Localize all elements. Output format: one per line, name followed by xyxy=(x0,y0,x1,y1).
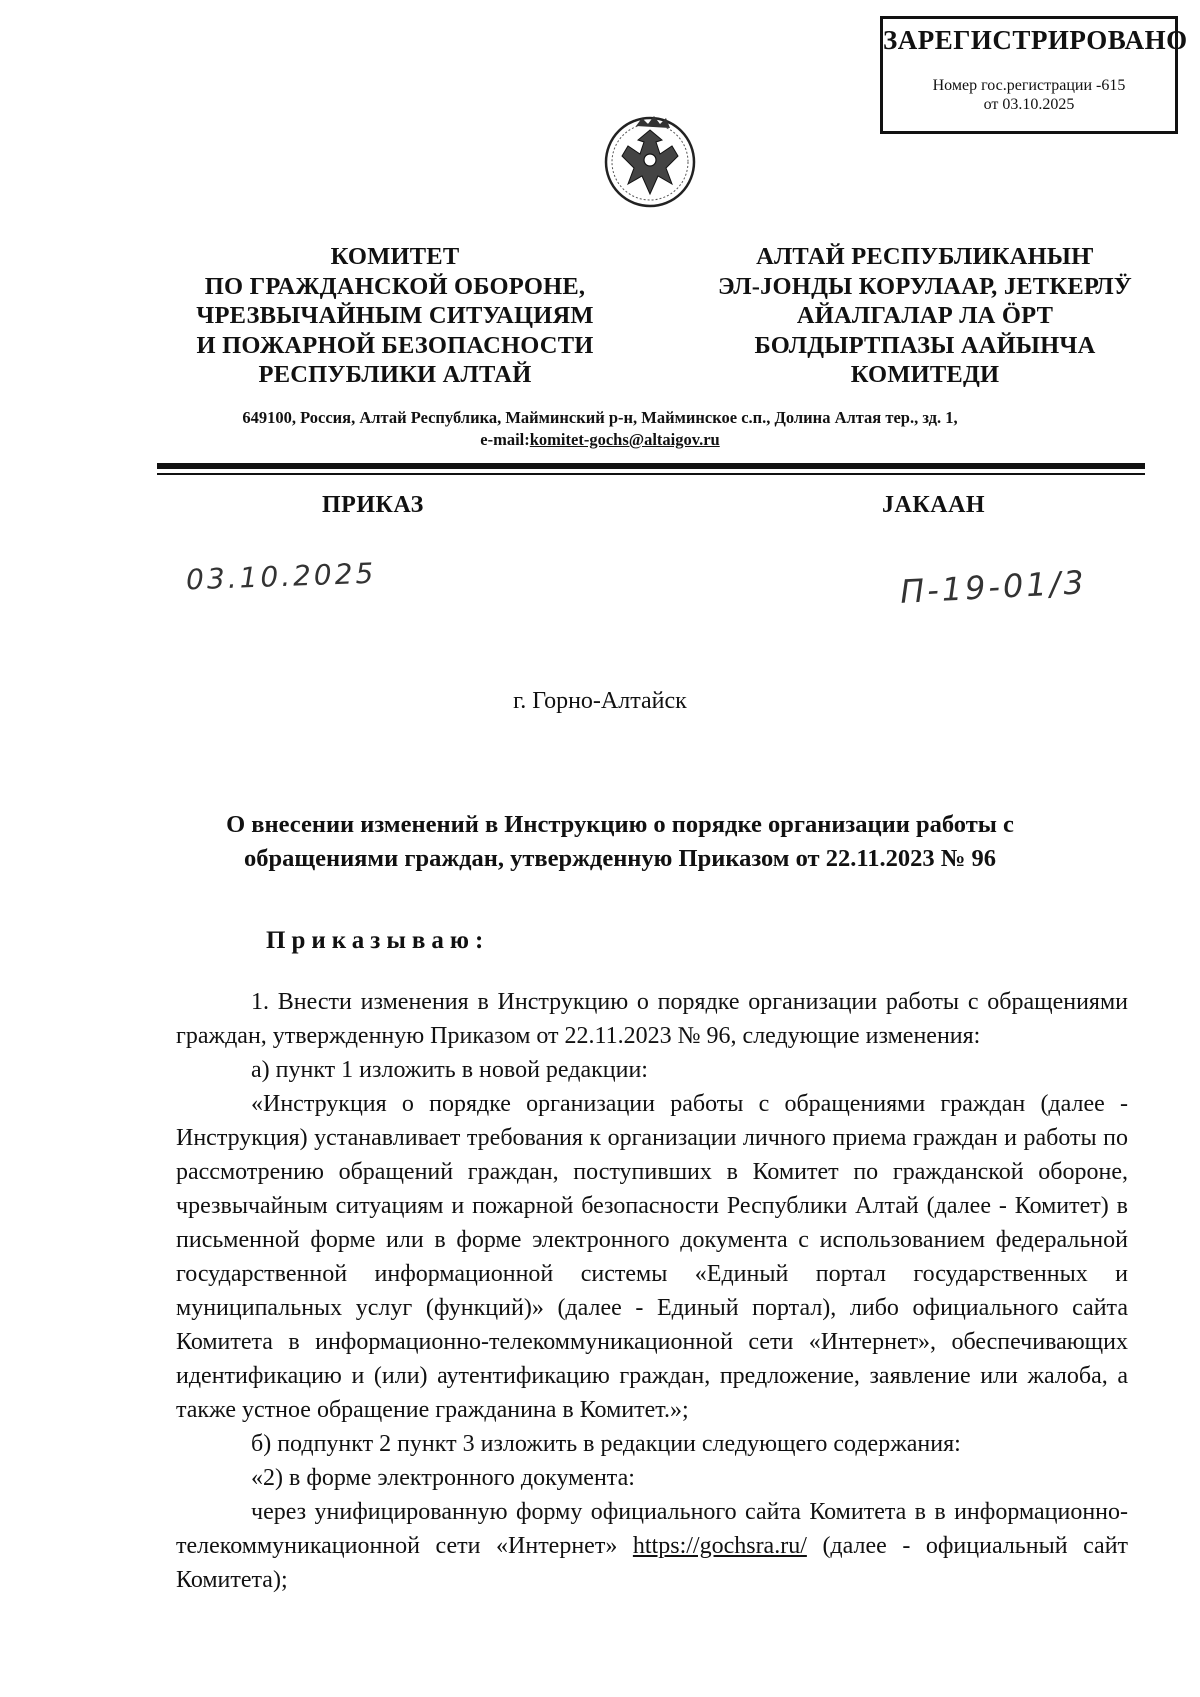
email-line xyxy=(100,429,1100,451)
address-block xyxy=(100,407,1100,451)
org-name-ru-line: И ПОЖАРНОЙ БЕЗОПАСНОСТИ xyxy=(196,331,594,359)
registration-stamp xyxy=(880,16,1188,134)
document-title-line: обращениями граждан, утвержденную Приказом от 22.11.2023 № 96 xyxy=(244,845,996,872)
body-paragraph xyxy=(176,1495,1128,1597)
org-name-alt-line: КОМИТЕДИ xyxy=(850,361,1000,388)
email-link[interactable]: komitet-gochs@altaigov.ru xyxy=(529,430,720,449)
header-divider-thick xyxy=(157,463,1145,469)
email-prefix: e-mail: xyxy=(480,430,530,449)
address-line: 649100, Россия, Алтай Республика, Майминский р-н, Майминское с.п., Долина Алтая тер., зд. 1, xyxy=(242,408,958,427)
body-paragraph: «Инструкция о порядке организации работы с обращениями граждан (далее - Инструкция) устанавливает требования к организации личного приема граждан и работы по рассмотрению обращений граждан, поступивших в Комитет по гражданской обороне, чрезвычайным ситуациям и пожарной безопасности Республики Алтай (далее - Комитет) в письменной форме или в форме электронного документа с использованием федеральной государственной информационной системы «Единый портал государственных и муниципальных услуг (функций)» (далее - Единый портал), либо официального сайта Комитета в информационно-телекоммуникационной сети «Интернет», обеспечивающих идентификацию и (или) аутентификацию граждан, предложение, заявление или жалоба, а также устное обращение гражданина в Комитет.»; xyxy=(176,1091,1128,1423)
order-keyword: Приказываю: xyxy=(266,927,490,954)
registration-number: Номер гос.регистрации -615 xyxy=(932,77,1126,94)
document-title xyxy=(180,808,1060,876)
org-name-alt-line: АЙАЛГАЛАР ЛА ӦРТ xyxy=(796,302,1054,329)
handwritten-order-number: П-19-01/3 xyxy=(899,563,1088,611)
body-paragraph: а) пункт 1 изложить в новой редакции: xyxy=(251,1057,648,1083)
document-title-line: О внесении изменений в Инструкцию о порядке организации работы с xyxy=(226,811,1014,838)
document-body xyxy=(176,985,1128,1597)
registration-date: от 03.10.2025 xyxy=(983,96,1075,113)
org-name-russian xyxy=(160,242,630,390)
org-name-ru-line: КОМИТЕТ xyxy=(330,243,460,270)
coat-of-arms-emblem-icon xyxy=(600,110,700,210)
org-name-alt-line: БОЛДЫРТПАЗЫ ААЙЫНЧА xyxy=(754,331,1096,359)
org-name-ru-line: ПО ГРАЖДАНСКОЙ ОБОРОНЕ, xyxy=(204,272,586,300)
org-name-altai xyxy=(690,242,1160,390)
website-link[interactable]: https://gochsra.ru/ xyxy=(632,1533,807,1559)
header-divider-thin xyxy=(157,473,1145,475)
city-line: г. Горно-Алтайск xyxy=(513,688,687,714)
org-name-alt-line: ЭЛ-JОНДЫ КОРУЛААР, JЕТКЕРЛӰ xyxy=(718,272,1132,300)
org-name-ru-line: ЧРЕЗВЫЧАЙНЫМ СИТУАЦИЯМ xyxy=(196,302,594,329)
body-text: через унифицированную форму официального сайта Комитета в в информационно-телекоммуникационной сети «Интернет» xyxy=(176,1499,1128,1559)
doc-type-russian: ПРИКАЗ xyxy=(322,492,424,518)
doc-type-altai: JАКААН xyxy=(882,492,986,518)
org-name-ru-line: РЕСПУБЛИКИ АЛТАЙ xyxy=(258,361,532,388)
body-paragraph: 1. Внести изменения в Инструкцию о порядке организации работы с обращениями граждан, утвержденную Приказом от 22.11.2023 № 96, следующие изменения: xyxy=(176,989,1128,1049)
body-paragraph: б) подпункт 2 пункт 3 изложить в редакции следующего содержания: xyxy=(251,1431,961,1457)
registration-stamp-title: ЗАРЕГИСТРИРОВАНО xyxy=(883,25,1188,55)
org-name-alt-line: АЛТАЙ РЕСПУБЛИКАНЫҤ xyxy=(756,243,1094,270)
body-paragraph: «2) в форме электронного документа: xyxy=(251,1465,635,1491)
body-text: (далее - официальный сайт Комитета); xyxy=(176,1533,1129,1593)
handwritten-date: 03.10.2025 xyxy=(185,556,377,597)
